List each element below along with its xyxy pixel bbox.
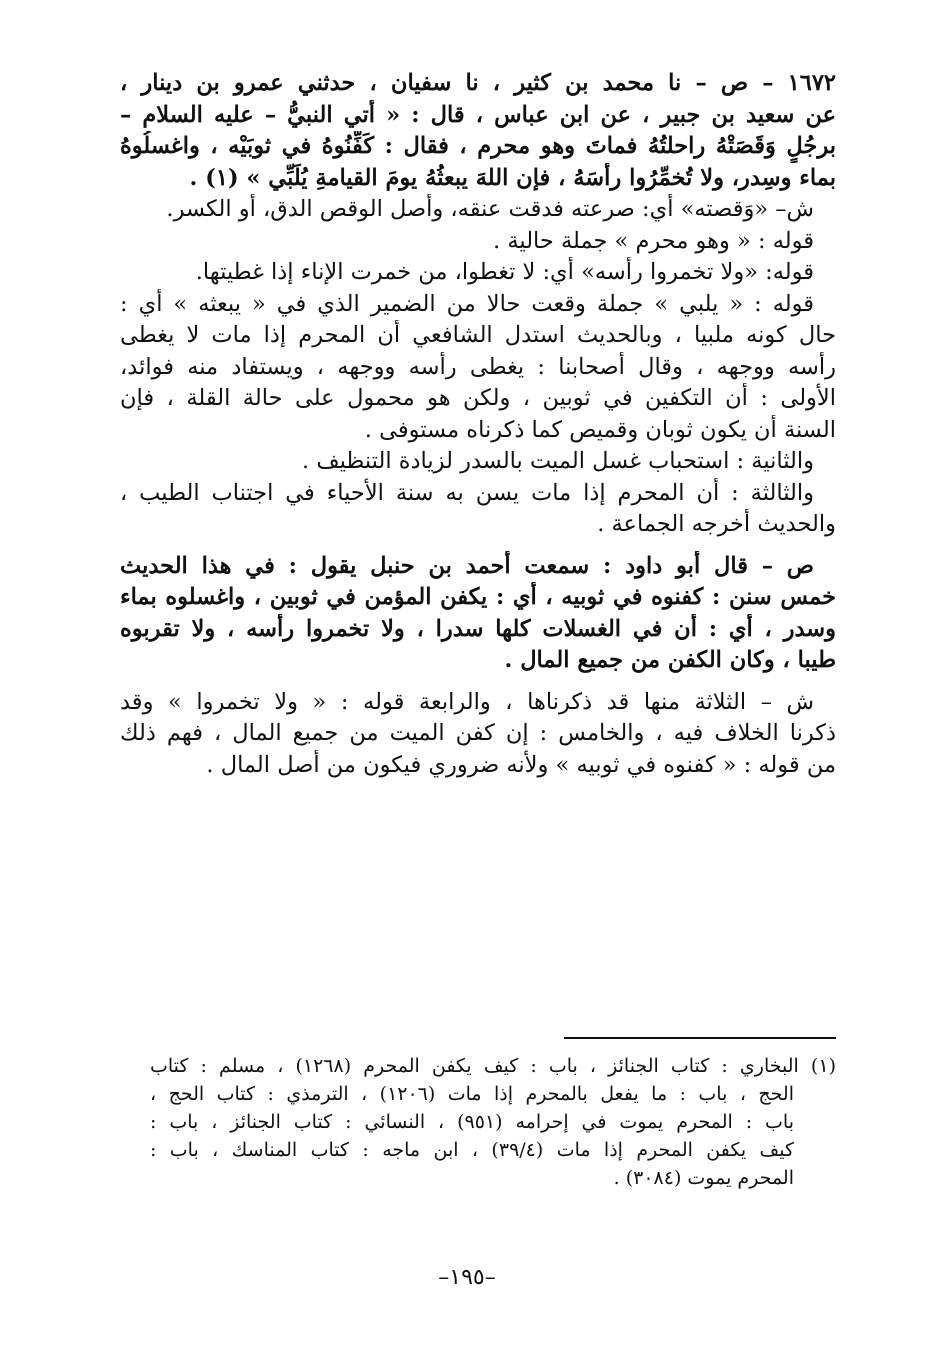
text-line: خمس سنن : كفنوه في ثوبيه ، أي : يكفن المؤمن في ثوبين ، واغسلوه بماء	[120, 584, 836, 610]
text-line: ش – الثلاثة منها قد ذكرناها ، والرابعة قوله : « ولا تخمروا » وقد	[120, 688, 814, 715]
footnote-line: الحج ، باب : ما يفعل بالمحرم إذا مات (١٢٠٦) ، الترمذي : كتاب الحج ،	[150, 1083, 794, 1105]
text-line: ش– «وَقصته» أي: صرعته فدقت عنقه، وأصل الوقص الدق، أو الكسر.	[166, 196, 814, 222]
text-line: السنة أن يكون ثوبان وقميص كما ذكرناه مستوفى .	[364, 416, 836, 443]
text-line: ص – قال أبو داود : سمعت أحمد بن حنبل يقول : في هذا الحديث	[120, 552, 814, 579]
footnote-line: (١) البخاري : كتاب الجنائز ، باب : كيف يكفن المحرم (١٢٦٨) ، مسلم : كتاب	[150, 1055, 836, 1077]
text-line: قوله : « وهو محرم » جملة حالية .	[493, 227, 814, 254]
text-line: عن سعيد بن جبير ، عن ابن عباس ، قال : « أُتي النبيُّ – عليه السلام –	[120, 101, 836, 128]
footnote-divider	[564, 1037, 836, 1039]
text-line: قوله : « يلبي » جملة وقعت حالا من الضمير الذي في « يبعثه » أي :	[120, 290, 814, 317]
text-line: والثانية : استحباب غسل الميت بالسدر لزيادة التنظيف .	[302, 448, 814, 474]
text-line: طيبا ، وكان الكفن من جميع المال .	[504, 647, 836, 673]
text-line: الأولى : أن التكفين في ثوبين ، ولكن هو محمول على حالة القلة ، فإن	[120, 385, 836, 411]
abu-dawud-text	[120, 551, 836, 677]
footnote-line: باب : المحرم يموت في إحرامه (٩٥١) ، النسائي : كتاب الجنائز ، باب :	[150, 1111, 794, 1133]
text-line: بماء وسِدر، ولا تُخمِّرُوا رأسَهُ ، فإن اللهَ يبعثُهُ يومَ القيامةِ يُلَبِّي » (١) .	[189, 164, 836, 191]
text-line: برجُلٍ وَقَصَتْهُ راحلتُهُ فماتَ وهو محرم ، فقال : كَفِّنُوهُ في ثوبَيْه ، واغسلُوهُ	[120, 133, 836, 159]
text-line: والحديث أخرجه الجماعة .	[597, 511, 836, 537]
hadith-text	[120, 68, 836, 194]
text-line: وسدر ، أي : أن في الغسلات كلها سدرا ، ولا تخمروا رأسه ، ولا تقربوه	[120, 615, 836, 642]
footnotes	[150, 1052, 836, 1192]
commentary-block-2	[120, 687, 836, 782]
text-line: رأسه ووجهه ، وقال أصحابنا : يغطى رأسه ووجهه ، ويستفاد منه فوائد،	[120, 353, 836, 380]
text-line: ١٦٧٢ – ص – نا محمد بن كثير ، نا سفيان ، حدثني عمرو بن دينار ،	[120, 70, 836, 96]
footnote-line: المحرم يموت (٣٠٨٤) .	[613, 1167, 794, 1189]
text-line: والثالثة : أن المحرم إذا مات يسن به سنة الأحياء في اجتناب الطيب ،	[120, 479, 814, 506]
page-number: –١٩٥–	[438, 1265, 496, 1290]
text-line: قوله: «ولا تخمروا رأسه» أي: لا تغطوا، من خمرت الإناء إذا غطيتها.	[195, 259, 814, 285]
text-line: من قوله : « كفنوه في ثوبيه » ولأنه ضروري فيكون من أصل المال .	[206, 751, 836, 778]
footnote-line: كيف يكفن المحرم إذا مات (٣٩/٤) ، ابن ماجه : كتاب المناسك ، باب :	[150, 1139, 794, 1161]
text-line: ذكرنا الخلاف فيه ، والخامس : إن كفن الميت من جميع المال ، فهم ذلك	[120, 720, 836, 746]
text-line: حال كونه ملبيا ، وبالحديث استدل الشافعي أن المحرم إذا مات لا يغطى	[120, 322, 836, 348]
commentary-block	[120, 194, 836, 541]
page-body	[120, 68, 836, 781]
